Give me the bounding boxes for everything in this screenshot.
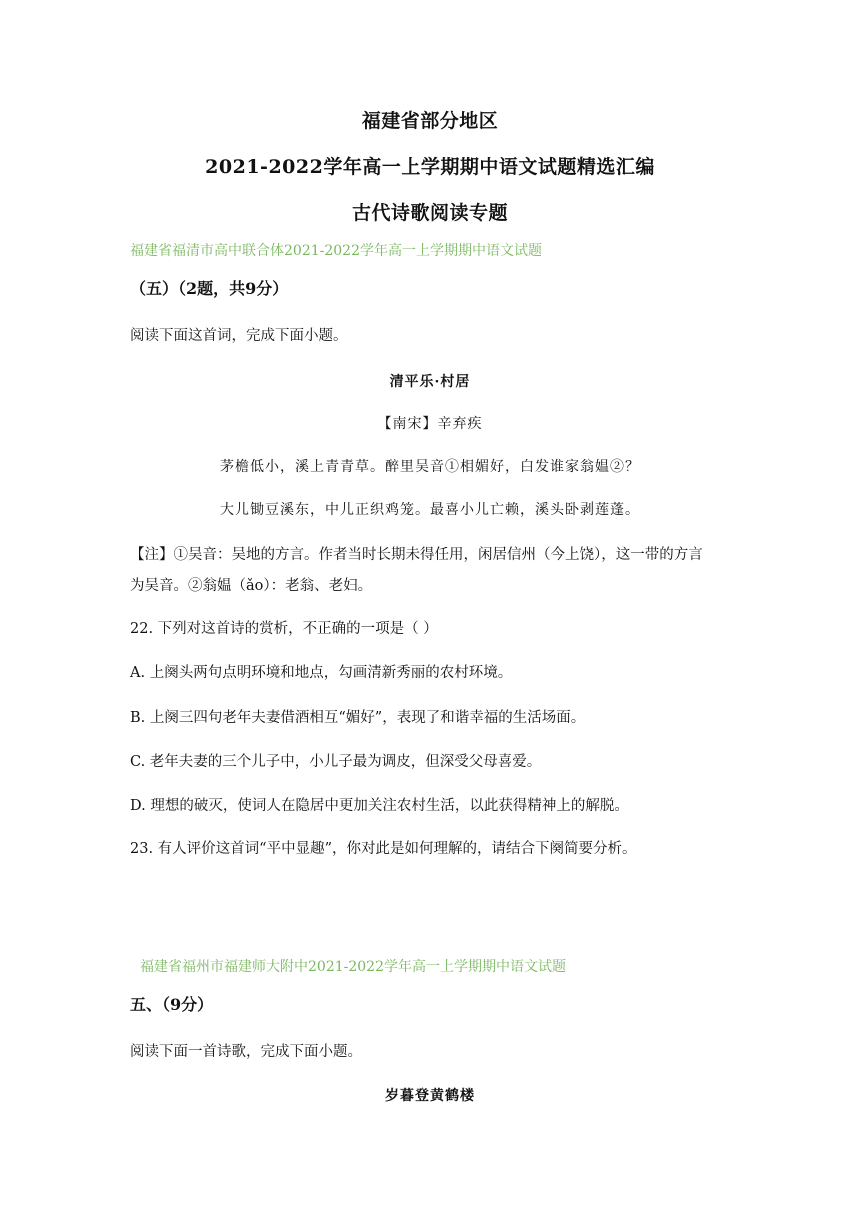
poem-title-1: 清平乐·村居: [389, 374, 471, 390]
option-d: D. 理想的破灭，使词人在隐居中更加关注农村生活，以此获得精神上的解脱。: [130, 798, 629, 814]
source-label-2: 福建省福州市福建师大附中2021-2022学年高一上学期期中语文试题: [140, 959, 566, 975]
doc-title-region: 福建省部分地区: [361, 110, 499, 132]
note-line-2: 为吴音。②翁媪（ǎo）：老翁、老妇。: [130, 578, 373, 594]
poem-line-2: 大儿锄豆溪东，中儿正织鸡笼。最喜小儿亡赖，溪头卧剥莲蓬。: [220, 502, 640, 518]
doc-title-main: 2021-2022学年高一上学期期中语文试题精选汇编: [205, 156, 655, 178]
instruction-2: 阅读下面一首诗歌，完成下面小题。: [130, 1044, 362, 1060]
instruction-1: 阅读下面这首词，完成下面小题。: [130, 328, 348, 344]
question-23: 23. 有人评价这首词“平中显趣”，你对此是如何理解的，请结合下阕简要分析。: [130, 841, 637, 857]
section-heading-1: （五）（2题，共9分）: [130, 279, 289, 298]
option-b: B. 上阕三四句老年夫妻借酒相互“媚好”，表现了和谐幸福的生活场面。: [130, 710, 586, 726]
option-a: A. 上阕头两句点明环境和地点，勾画清新秀丽的农村环境。: [130, 665, 513, 681]
question-22: 22. 下列对这首诗的赏析，不正确的一项是（ ）: [130, 621, 438, 637]
option-c: C. 老年夫妻的三个儿子中，小儿子最为调皮，但深受父母喜爱。: [130, 754, 542, 770]
note-line-1: 【注】①吴音：吴地的方言。作者当时长期未得任用，闲居信州（今上饶），这一带的方言: [130, 547, 703, 563]
poem-title-2: 岁暮登黄鹤楼: [385, 1088, 475, 1104]
poem-author-1: 【南宋】辛弃疾: [377, 416, 483, 432]
section-heading-2: 五、（9分）: [130, 995, 214, 1014]
doc-title-topic: 古代诗歌阅读专题: [351, 202, 508, 224]
source-label-1: 福建省福清市高中联合体2021-2022学年高一上学期期中语文试题: [130, 243, 542, 259]
poem-line-1: 茅檐低小，溪上青青草。醉里吴音①相媚好，白发谁家翁媪②？: [220, 459, 640, 475]
